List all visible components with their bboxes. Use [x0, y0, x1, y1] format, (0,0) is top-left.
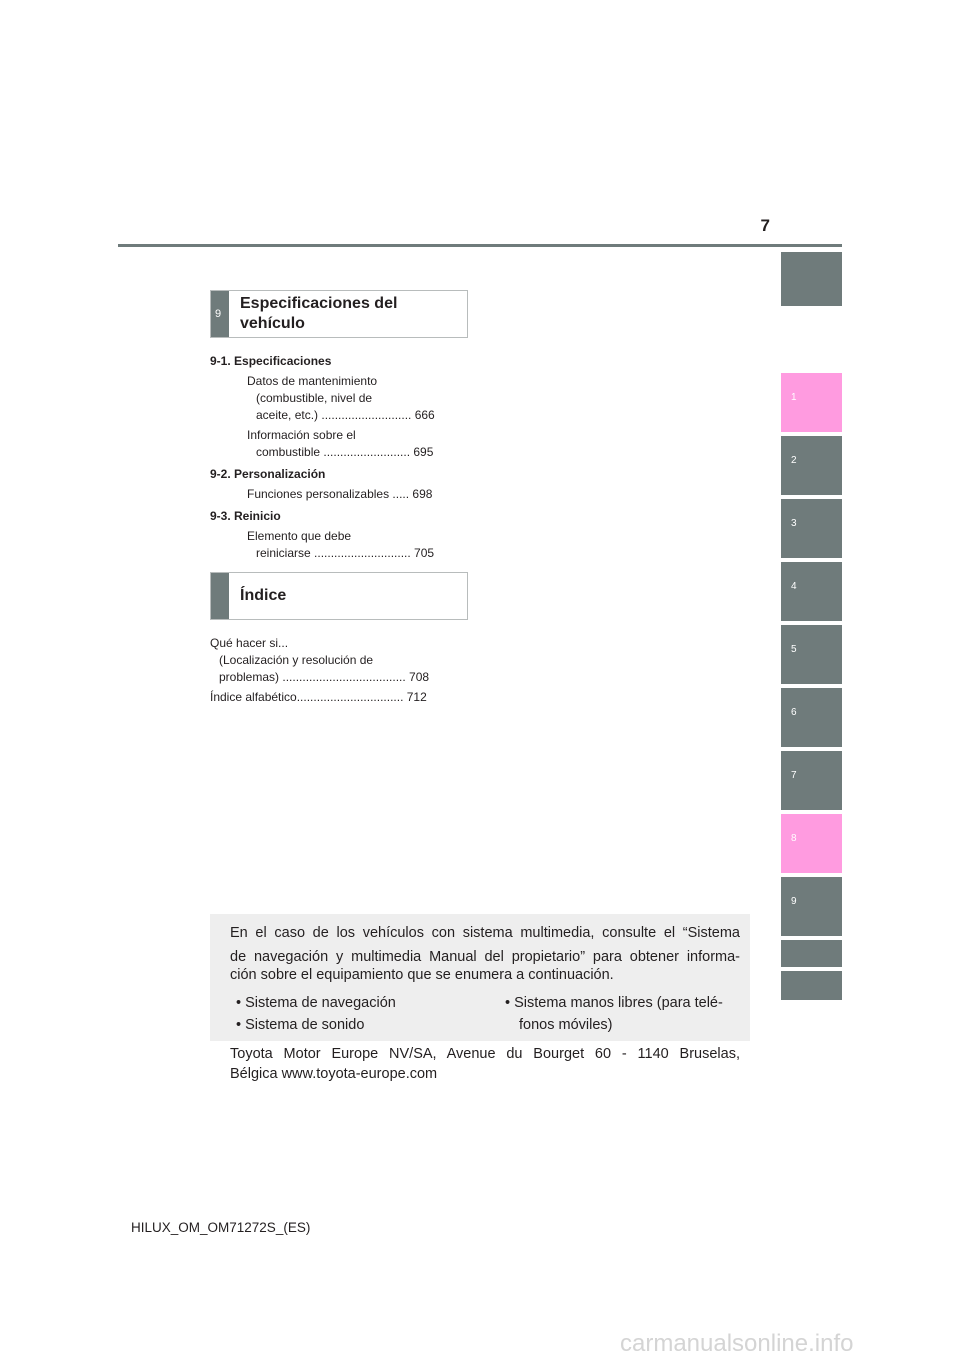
toc-subsection-9-1[interactable]: 9-1. Especificaciones	[210, 354, 332, 368]
watermark: carmanualsonline.info	[620, 1330, 854, 1357]
toc-entry[interactable]: Datos de mantenimiento	[247, 374, 378, 388]
side-tab-6[interactable]: 6	[781, 688, 842, 747]
toc-entry[interactable]: Información sobre el	[247, 428, 356, 442]
side-tab-8[interactable]: 8	[781, 814, 842, 873]
toc-entry[interactable]: Elemento que debe	[247, 529, 352, 543]
bullet-item: • Sistema manos libres (para telé-	[505, 995, 723, 1011]
side-tab-1[interactable]: 1	[781, 373, 842, 432]
toc-entry[interactable]: (combustible, nivel de	[256, 391, 373, 405]
index-section-header	[210, 572, 468, 620]
toc-entry[interactable]: Qué hacer si...	[210, 636, 289, 650]
address-line: Toyota Motor Europe NV/SA, Avenue du Bourget 60 - 1140 Bruselas,	[230, 1046, 740, 1062]
bullet-item: • Sistema de navegación	[236, 995, 396, 1011]
note-line: ción sobre el equipamiento que se enumera a continuación.	[230, 967, 614, 983]
side-tab-3[interactable]: 3	[781, 499, 842, 558]
toc-entry[interactable]: Índice alfabético................................ 712	[210, 690, 427, 704]
side-tab-blank-b[interactable]	[781, 971, 842, 1000]
section-9-title-line2: vehículo	[240, 315, 305, 332]
side-tab-2[interactable]: 2	[781, 436, 842, 495]
header-rule	[118, 244, 842, 247]
document-code: HILUX_OM_OM71272S_(ES)	[131, 1220, 311, 1235]
page-number: 7	[760, 216, 770, 235]
bullet-item: • Sistema de sonido	[236, 1017, 365, 1033]
toc-entry[interactable]: reiniciarse ............................. 705	[256, 546, 435, 560]
address-line: Bélgica www.toyota-europe.com	[230, 1066, 438, 1082]
toc-entry[interactable]: aceite, etc.) ........................... 666	[256, 408, 435, 422]
section-9-title-line1: Especificaciones del	[240, 295, 398, 312]
section-marker	[211, 573, 229, 619]
index-title: Índice	[240, 587, 287, 604]
section-9-header	[210, 290, 468, 338]
side-tab-7[interactable]: 7	[781, 751, 842, 810]
note-line: En el caso de los vehículos con sistema multimedia, consulte el “Sistema	[230, 925, 740, 941]
toc-entry[interactable]: problemas) ..................................... 708	[219, 670, 430, 684]
toc-entry[interactable]: combustible .......................... 695	[256, 445, 434, 459]
toc-subsection-9-2[interactable]: 9-2. Personalización	[210, 467, 326, 481]
toc-entry[interactable]: (Localización y resolución de	[219, 653, 374, 667]
toc-entry[interactable]: Funciones personalizables ..... 698	[247, 487, 433, 501]
side-tab-9[interactable]: 9	[781, 877, 842, 936]
toc-subsection-9-3[interactable]: 9-3. Reinicio	[210, 509, 281, 523]
section-marker: 9	[211, 291, 229, 337]
side-tab-blank-top[interactable]	[781, 252, 842, 306]
bullet-item: fonos móviles)	[519, 1017, 613, 1033]
side-tab-blank-a[interactable]	[781, 940, 842, 967]
side-tab-5[interactable]: 5	[781, 625, 842, 684]
side-tab-4[interactable]: 4	[781, 562, 842, 621]
note-line: de navegación y multimedia Manual del propietario” para obtener informa-	[230, 949, 740, 965]
